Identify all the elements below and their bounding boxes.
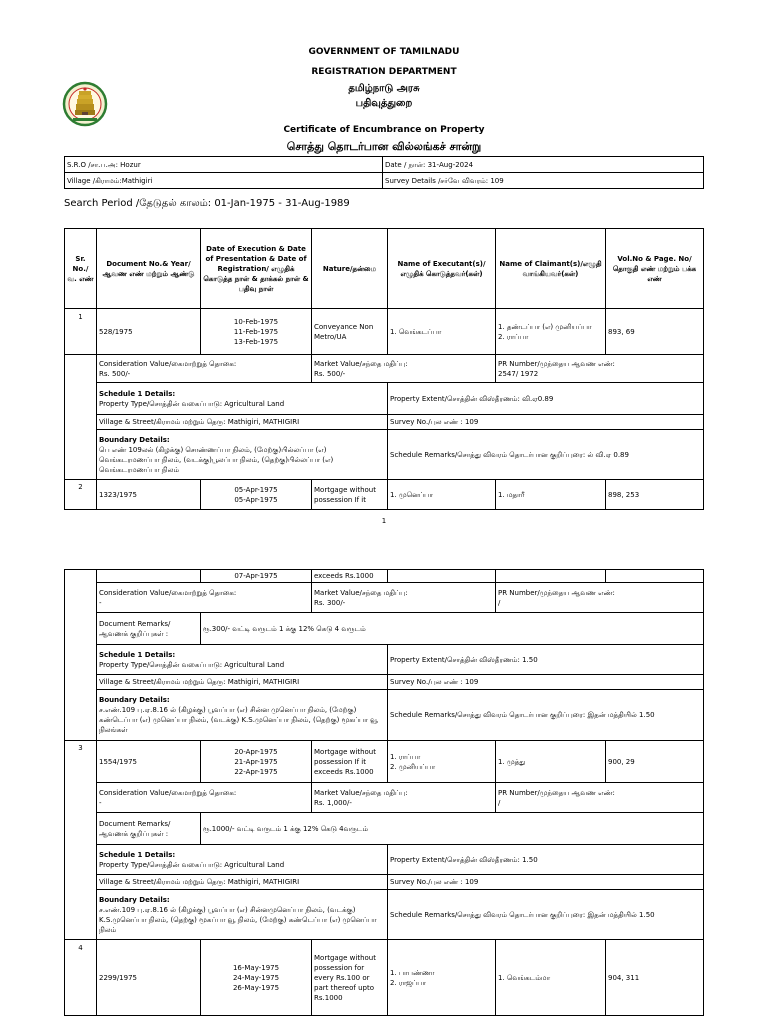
certificate-title-tamil: சொத்து தொடர்பான வில்லங்கச் சான்று: [286, 140, 482, 153]
value-row: [65, 355, 704, 383]
document-number: 2299/1975: [97, 940, 201, 1016]
header-department-tamil: பதிவுத்துறை: [355, 98, 413, 109]
market-value: Market Value/சந்தை மதிப்பு: Rs. 500/-: [312, 355, 496, 383]
document-number: 1554/1975: [97, 741, 201, 783]
date-field: Date / நாள்: 31-Aug-2024: [383, 157, 704, 173]
table-row: [65, 940, 704, 1016]
document-remarks-label: Document Remarks/ ஆவணக் குறிப்புகள் :: [97, 813, 201, 845]
search-period: Search Period /தேடுதல் காலம்: 01-Jan-1975 - 31-Aug-1989: [64, 198, 350, 209]
volume-page: 898, 253: [606, 480, 704, 510]
nature: exceeds Rs.1000: [312, 570, 388, 583]
column-header-sr: Sr. No./ வ. எண்: [65, 229, 97, 309]
pr-number: PR Number/முந்தைய ஆவண எண்: 2547/ 1972: [496, 355, 704, 383]
schedule-row: [65, 645, 704, 675]
document-remarks: ரூ.1000/- வட்டி வருடம் 1 க்கு 12% கெடு 4வருடம்: [201, 813, 704, 845]
property-extent: Property Extent/சொத்தின் விஸ்தீரணம்: 1.50: [388, 645, 704, 675]
village-street-row: [65, 875, 704, 890]
village-street: Village & Street/கிராமம் மற்றும் தெரு: Mathigiri, MATHIGIRI: [97, 415, 388, 430]
table-row: [65, 741, 704, 783]
schedule-details: Schedule 1 Details: Property Type/சொத்தின் வகைப்பாடு: Agricultural Land: [97, 845, 388, 875]
executant: 1. முனெப்பா: [388, 480, 496, 510]
schedule-remarks: Schedule Remarks/சொத்து விவரம் தொடர்பான குறிப்புரை: இதன் மத்தியில் 1.50: [388, 890, 704, 940]
registration-dates: 10-Feb-1975 11-Feb-1975 13-Feb-1975: [201, 309, 312, 355]
column-header-volume: Vol.No & Page. No/ தொகுதி எண் மற்றும் பக்க எண்: [606, 229, 704, 309]
boundary-row: [65, 430, 704, 480]
encumbrance-table-page-2: [64, 569, 704, 1016]
document-remarks-row: [65, 613, 704, 645]
survey-number: Survey No./புல எண் : 109: [388, 875, 704, 890]
column-header-document: Document No.& Year/ ஆவண எண் மற்றும் ஆண்டு: [97, 229, 201, 309]
table-header-row: [65, 229, 704, 309]
consideration-value: Consideration Value/கைமாற்றுத் தொகை: Rs. 500/-: [97, 355, 312, 383]
village-street: Village & Street/கிராமம் மற்றும் தெரு: Mathigiri, MATHIGIRI: [97, 675, 388, 690]
registration-date: 07-Apr-1975: [201, 570, 312, 583]
registration-dates: 05-Apr-1975 05-Apr-1975: [201, 480, 312, 510]
header-department: REGISTRATION DEPARTMENT: [311, 67, 457, 77]
table-row: [65, 309, 704, 355]
property-extent: Property Extent/சொத்தின் விஸ்தீரணம்: 1.50: [388, 845, 704, 875]
village-street-row: [65, 415, 704, 430]
property-info-table: [64, 156, 704, 189]
pr-number: PR Number/முந்தைய ஆவண எண்: /: [496, 583, 704, 613]
page-number: 1: [381, 517, 387, 525]
document-remarks: ரூ.300/- வட்டி வருடம் 1 க்கு 12% கெடு 4 வருடம்: [201, 613, 704, 645]
tamilnadu-emblem-icon: [62, 80, 108, 130]
volume-page: 904, 311: [606, 940, 704, 1016]
value-row: [65, 583, 704, 613]
schedule-details: Schedule 1 Details: Property Type/சொத்தின் வகைப்பாடு: Agricultural Land: [97, 383, 388, 415]
volume-page: 893, 69: [606, 309, 704, 355]
consideration-value: Consideration Value/கைமாற்றுத் தொகை: -: [97, 783, 312, 813]
executant: 1. வெங்கடப்பா: [388, 309, 496, 355]
nature: Mortgage without possession If it: [312, 480, 388, 510]
village-street: Village & Street/கிராமம் மற்றும் தெரு: Mathigiri, MATHIGIRI: [97, 875, 388, 890]
consideration-value: Consideration Value/கைமாற்றுத் தொகை: -: [97, 583, 312, 613]
column-header-executant: Name of Executant(s)/ எழுதிக் கொடுத்தவர்(கள்): [388, 229, 496, 309]
nature: Mortgage without possession for every Rs.100 or part thereof upto Rs.1000: [312, 940, 388, 1016]
executant: 1. ராப்பா 2. முனியப்பா: [388, 741, 496, 783]
market-value: Market Value/சந்தை மதிப்பு: Rs. 300/-: [312, 583, 496, 613]
header-government-tamil: தமிழ்நாடு அரசு: [348, 83, 420, 94]
boundary-row: [65, 890, 704, 940]
village-field: Village /கிராமம்:Mathigiri: [65, 173, 383, 189]
boundary-details: Boundary Details: ச.எண்.109 பு.ஏ.8.16 ல் (கிழக்கு) பூவப்பா (எ) சின்ன முனெப்பா நிலம், (மேற்கு) கண்டெப்பா (எ) முனெப்பா நிலம், (வடக்கு) K.S.முனெப்பா நிலம், (தெற்கு) மூகப்பா வூ நிலங்கள்: [97, 690, 388, 741]
table-row-continued: [65, 570, 704, 583]
certificate-title: Certificate of Encumbrance on Property: [283, 125, 485, 135]
property-extent: Property Extent/சொத்தின் விஸ்தீரணம்: வி.ஏ0.89: [388, 383, 704, 415]
boundary-details: Boundary Details: ச.எண்.109 பு.ஏ.8.16 ல் (கிழக்கு) பூவப்பா (எ) சின்னமுனெப்பா நிலம், (வடக்கு) K.S.முனெப்பா நிலம், (தெற்கு) மூகப்பா வூ நிலம், (மேற்கு) கண்டெப்பா (எ) முனெப்பா நிலம்: [97, 890, 388, 940]
column-header-claimant: Name of Claimant(s)/எழுதி வாங்கியவர்(கள்): [496, 229, 606, 309]
village-street-row: [65, 675, 704, 690]
registration-dates: 16-May-1975 24-May-1975 26-May-1975: [201, 940, 312, 1016]
claimant: 1. தண்டப்பா (எ) முனியப்பா 2. ராப்பா: [496, 309, 606, 355]
column-header-nature: Nature/தன்மை: [312, 229, 388, 309]
schedule-row: [65, 845, 704, 875]
serial-number: 3: [65, 741, 97, 940]
encumbrance-table-page-1: [64, 228, 704, 510]
value-row: [65, 783, 704, 813]
pr-number: PR Number/முந்தைய ஆவண எண்: /: [496, 783, 704, 813]
volume-page: 900, 29: [606, 741, 704, 783]
boundary-row: [65, 690, 704, 741]
claimant: 1. முத்து: [496, 741, 606, 783]
sro-field: S.R.O /சா.ப.அ: Hozur: [65, 157, 383, 173]
serial-number: 2: [65, 480, 97, 510]
schedule-row: [65, 383, 704, 415]
claimant: 1. வெங்கடம்மா: [496, 940, 606, 1016]
serial-number: 1: [65, 309, 97, 355]
table-row: [65, 480, 704, 510]
schedule-remarks: Schedule Remarks/சொத்து விவரம் தொடர்பான குறிப்புரை: இதன் மத்தியில் 1.50: [388, 690, 704, 741]
document-remarks-row: [65, 813, 704, 845]
schedule-details: Schedule 1 Details: Property Type/சொத்தின் வகைப்பாடு: Agricultural Land: [97, 645, 388, 675]
document-number: 1323/1975: [97, 480, 201, 510]
survey-number: Survey No./புல எண் : 109: [388, 675, 704, 690]
header-government: GOVERNMENT OF TAMILNADU: [308, 47, 460, 57]
document-remarks-label: Document Remarks/ ஆவணக் குறிப்புகள் :: [97, 613, 201, 645]
nature: Conveyance Non Metro/UA: [312, 309, 388, 355]
survey-number: Survey No./புல எண் : 109: [388, 415, 704, 430]
nature: Mortgage without possession If it exceeds Rs.1000: [312, 741, 388, 783]
document-number: 528/1975: [97, 309, 201, 355]
claimant: 1. மதாரீ: [496, 480, 606, 510]
column-header-dates: Date of Execution & Date of Presentation & Date of Registration/ எழுதிக் கொடுத்த நாள் & தாக்கல் நாள் & பதிவு நாள்: [201, 229, 312, 309]
schedule-remarks: Schedule Remarks/சொத்து விவரம் தொடர்பான குறிப்புரை: ல் வி.ஏ 0.89: [388, 430, 704, 480]
registration-dates: 20-Apr-1975 21-Apr-1975 22-Apr-1975: [201, 741, 312, 783]
boundary-details: Boundary Details: பெ எண் 109லல் (கிழக்கு) சொண்ணப்பா நிலம், (மேற்கு)பில்லப்பா (எ) வெங்கடரமணப்பா நிலம், (வடக்கு)பூலப்பா நிலம், (தெற்கு)பில்லப்பா (எ) வெங்கடரமணப்பா நிலம்: [97, 430, 388, 480]
survey-details-field: Survey Details /சர்வே விவரம்: 109: [383, 173, 704, 189]
market-value: Market Value/சந்தை மதிப்பு: Rs. 1,000/-: [312, 783, 496, 813]
executant: 1. பாபண்ணா 2. ராஜப்பா: [388, 940, 496, 1016]
serial-number: [65, 570, 97, 741]
serial-number: 4: [65, 940, 97, 1016]
